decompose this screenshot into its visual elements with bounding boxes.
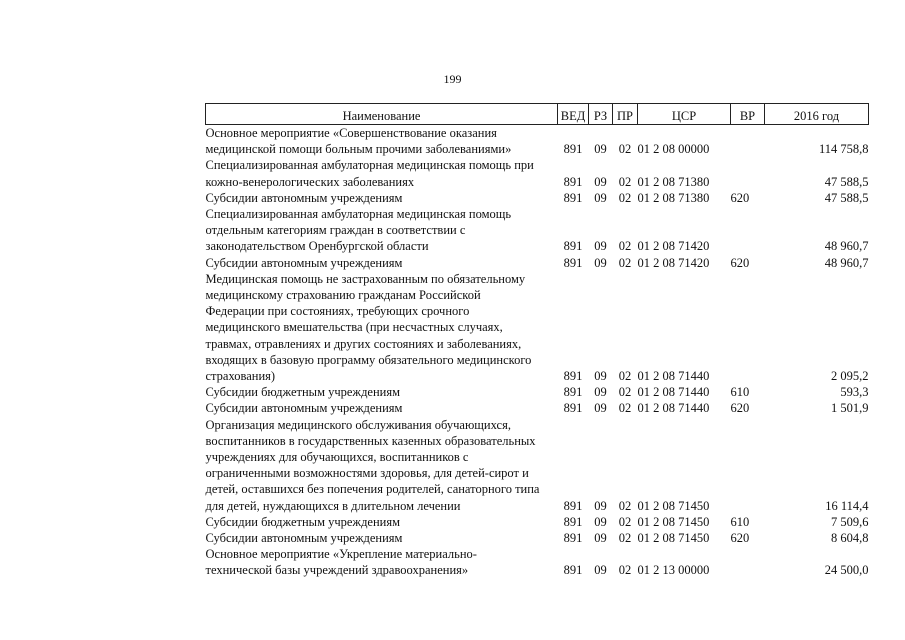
- row-amount: 593,3: [840, 385, 869, 400]
- row-rz: 09: [594, 174, 607, 189]
- row-csr: 01 2 08 71380: [637, 174, 710, 189]
- row-ved: 891: [563, 369, 583, 384]
- row-pr: 02: [618, 514, 632, 529]
- row-ved: 891: [563, 401, 583, 416]
- row-name-line: Субсидии автономным учреждениям: [205, 531, 403, 546]
- header-rz: РЗ: [589, 104, 613, 125]
- row-amount: 48 960,7: [824, 239, 869, 254]
- row-name-line: законодательством Оренбургской области: [205, 239, 429, 254]
- row-name: [206, 546, 558, 578]
- row-vr: 610: [730, 385, 750, 400]
- row-csr: 01 2 08 71450: [637, 514, 710, 529]
- row-name-line: воспитанников в государственных казенных образовательных: [205, 433, 536, 448]
- row-vr: [731, 157, 765, 189]
- row-name: [206, 157, 558, 189]
- row-vr: 620: [730, 531, 750, 546]
- budget-table: [205, 103, 869, 579]
- row-pr: 02: [618, 385, 632, 400]
- row-csr: 01 2 08 71450: [637, 498, 710, 513]
- table-row: [206, 271, 869, 384]
- row-pr: 02: [618, 142, 632, 157]
- row-rz: 09: [594, 369, 607, 384]
- row-name-line: травмах, отравлениях и других состояниях и заболеваниях,: [205, 336, 522, 351]
- row-rz: 09: [594, 563, 607, 578]
- row-vr: [731, 417, 765, 514]
- row-vr: 620: [730, 255, 750, 270]
- row-csr: 01 2 08 00000: [637, 142, 710, 157]
- table-row: [206, 530, 869, 546]
- row-ved: 891: [563, 174, 583, 189]
- row-name: [206, 384, 558, 400]
- row-name-line: Основное мероприятие «Совершенствование оказания: [205, 126, 497, 140]
- row-pr: 02: [618, 255, 632, 270]
- row-rz: 09: [594, 255, 607, 270]
- row-name-line: Основное мероприятие «Укрепление материально-: [205, 547, 477, 562]
- row-name-line: Федерации при состояниях, требующих срочного: [205, 304, 470, 319]
- row-rz: 09: [594, 498, 607, 513]
- table-row: [206, 157, 869, 189]
- row-name-line: Субсидии бюджетным учреждениям: [205, 514, 401, 529]
- row-ved: 891: [563, 239, 583, 254]
- row-name-line: Субсидии автономным учреждениям: [205, 401, 403, 416]
- row-name-line: кожно-венерологических заболеваниях: [205, 174, 415, 189]
- row-rz: 09: [594, 531, 607, 546]
- header-pr: ПР: [613, 104, 638, 125]
- row-amount: 7 509,6: [831, 514, 869, 529]
- table-row: [206, 546, 869, 578]
- header-ved: ВЕД: [558, 104, 589, 125]
- row-ved: 891: [563, 514, 583, 529]
- header-csr: ЦСР: [638, 104, 731, 125]
- table-row: [206, 417, 869, 514]
- header-year: 2016 год: [765, 104, 869, 125]
- row-csr: 01 2 08 71450: [637, 531, 710, 546]
- row-name-line: отдельным категориям граждан в соответствии с: [205, 223, 466, 238]
- row-rz: 09: [594, 239, 607, 254]
- row-vr: 620: [730, 190, 750, 205]
- row-name-line: Медицинская помощь не застрахованным по обязательному: [205, 271, 526, 286]
- row-name-line: детей, оставшихся без попечения родителей, санаторного типа: [205, 482, 540, 497]
- row-pr: 02: [618, 498, 632, 513]
- row-rz: 09: [594, 190, 607, 205]
- row-name: [206, 206, 558, 255]
- row-pr: 02: [618, 563, 632, 578]
- row-pr: 02: [618, 190, 632, 205]
- table-row: [206, 255, 869, 271]
- page-number: 199: [443, 72, 462, 86]
- row-pr: 02: [618, 174, 632, 189]
- row-amount: 48 960,7: [824, 255, 869, 270]
- table-row: [206, 190, 869, 206]
- table-row: [206, 514, 869, 530]
- table-row: [206, 206, 869, 255]
- row-name-line: медицинской помощи больным прочими заболеваниями»: [205, 142, 512, 157]
- row-ved: 891: [563, 385, 583, 400]
- row-name-line: учреждениях для обучающихся, воспитанников с: [205, 450, 469, 465]
- row-name-line: ограниченными возможностями здоровья, для детей-сирот и: [205, 466, 529, 481]
- row-vr: [731, 125, 765, 158]
- row-ved: 891: [563, 531, 583, 546]
- row-csr: 01 2 08 71380: [637, 190, 710, 205]
- row-amount: 114 758,8: [818, 142, 869, 157]
- row-vr: 620: [730, 401, 750, 416]
- row-vr: [731, 206, 765, 255]
- row-name-line: для детей, нуждающихся в длительном лечении: [205, 498, 461, 513]
- row-name-line: технической базы учреждений здравоохранения»: [205, 563, 469, 578]
- row-name-line: медицинскому страхованию гражданам Российской: [205, 288, 481, 303]
- row-amount: 47 588,5: [824, 190, 869, 205]
- row-name: [206, 255, 558, 271]
- row-vr: 610: [730, 514, 750, 529]
- row-name: [206, 125, 558, 158]
- row-name-line: Организация медицинского обслуживания обучающихся,: [205, 417, 511, 432]
- row-name-line: входящих в базовую программу обязательного медицинского: [205, 352, 532, 367]
- row-pr: 02: [618, 401, 632, 416]
- row-name-line: Специализированная амбулаторная медицинская помощь: [205, 207, 512, 222]
- row-name-line: страхования): [205, 369, 276, 384]
- table-header-row: [206, 104, 869, 125]
- row-amount: 8 604,8: [831, 531, 869, 546]
- row-rz: 09: [594, 401, 607, 416]
- row-csr: 01 2 08 71440: [637, 369, 710, 384]
- row-ved: 891: [563, 563, 583, 578]
- row-name: [206, 400, 558, 416]
- row-name: [206, 530, 558, 546]
- row-name: [206, 271, 558, 384]
- row-csr: 01 2 08 71440: [637, 401, 710, 416]
- row-name-line: Субсидии автономным учреждениям: [205, 190, 403, 205]
- row-amount: 24 500,0: [824, 563, 869, 578]
- table-row: [206, 384, 869, 400]
- row-pr: 02: [618, 369, 632, 384]
- row-rz: 09: [594, 385, 607, 400]
- row-rz: 09: [594, 514, 607, 529]
- header-vr: ВР: [731, 104, 765, 125]
- row-amount: 1 501,9: [831, 401, 869, 416]
- row-amount: 16 114,4: [825, 498, 869, 513]
- table-body: [206, 125, 869, 579]
- row-name: [206, 514, 558, 530]
- row-rz: 09: [594, 142, 607, 157]
- row-name: [206, 190, 558, 206]
- row-ved: 891: [563, 255, 583, 270]
- table-row: [206, 400, 869, 416]
- row-name-line: Субсидии бюджетным учреждениям: [205, 385, 401, 400]
- row-csr: 01 2 08 71420: [637, 239, 710, 254]
- row-csr: 01 2 08 71420: [637, 255, 710, 270]
- row-name: [206, 417, 558, 514]
- row-name-line: Субсидии автономным учреждениям: [205, 255, 403, 270]
- row-name-line: Специализированная амбулаторная медицинская помощь при: [205, 158, 534, 173]
- row-ved: 891: [563, 190, 583, 205]
- header-name: Наименование: [206, 104, 558, 125]
- row-name-line: медицинского вмешательства (при несчастных случаях,: [205, 320, 503, 335]
- row-vr: [731, 271, 765, 384]
- row-amount: 2 095,2: [831, 369, 869, 384]
- row-pr: 02: [618, 531, 632, 546]
- row-ved: 891: [563, 498, 583, 513]
- row-csr: 01 2 13 00000: [637, 563, 710, 578]
- row-ved: 891: [563, 142, 583, 157]
- row-vr: [731, 546, 765, 578]
- table-row: [206, 125, 869, 158]
- row-pr: 02: [618, 239, 632, 254]
- row-csr: 01 2 08 71440: [637, 385, 710, 400]
- row-amount: 47 588,5: [824, 174, 869, 189]
